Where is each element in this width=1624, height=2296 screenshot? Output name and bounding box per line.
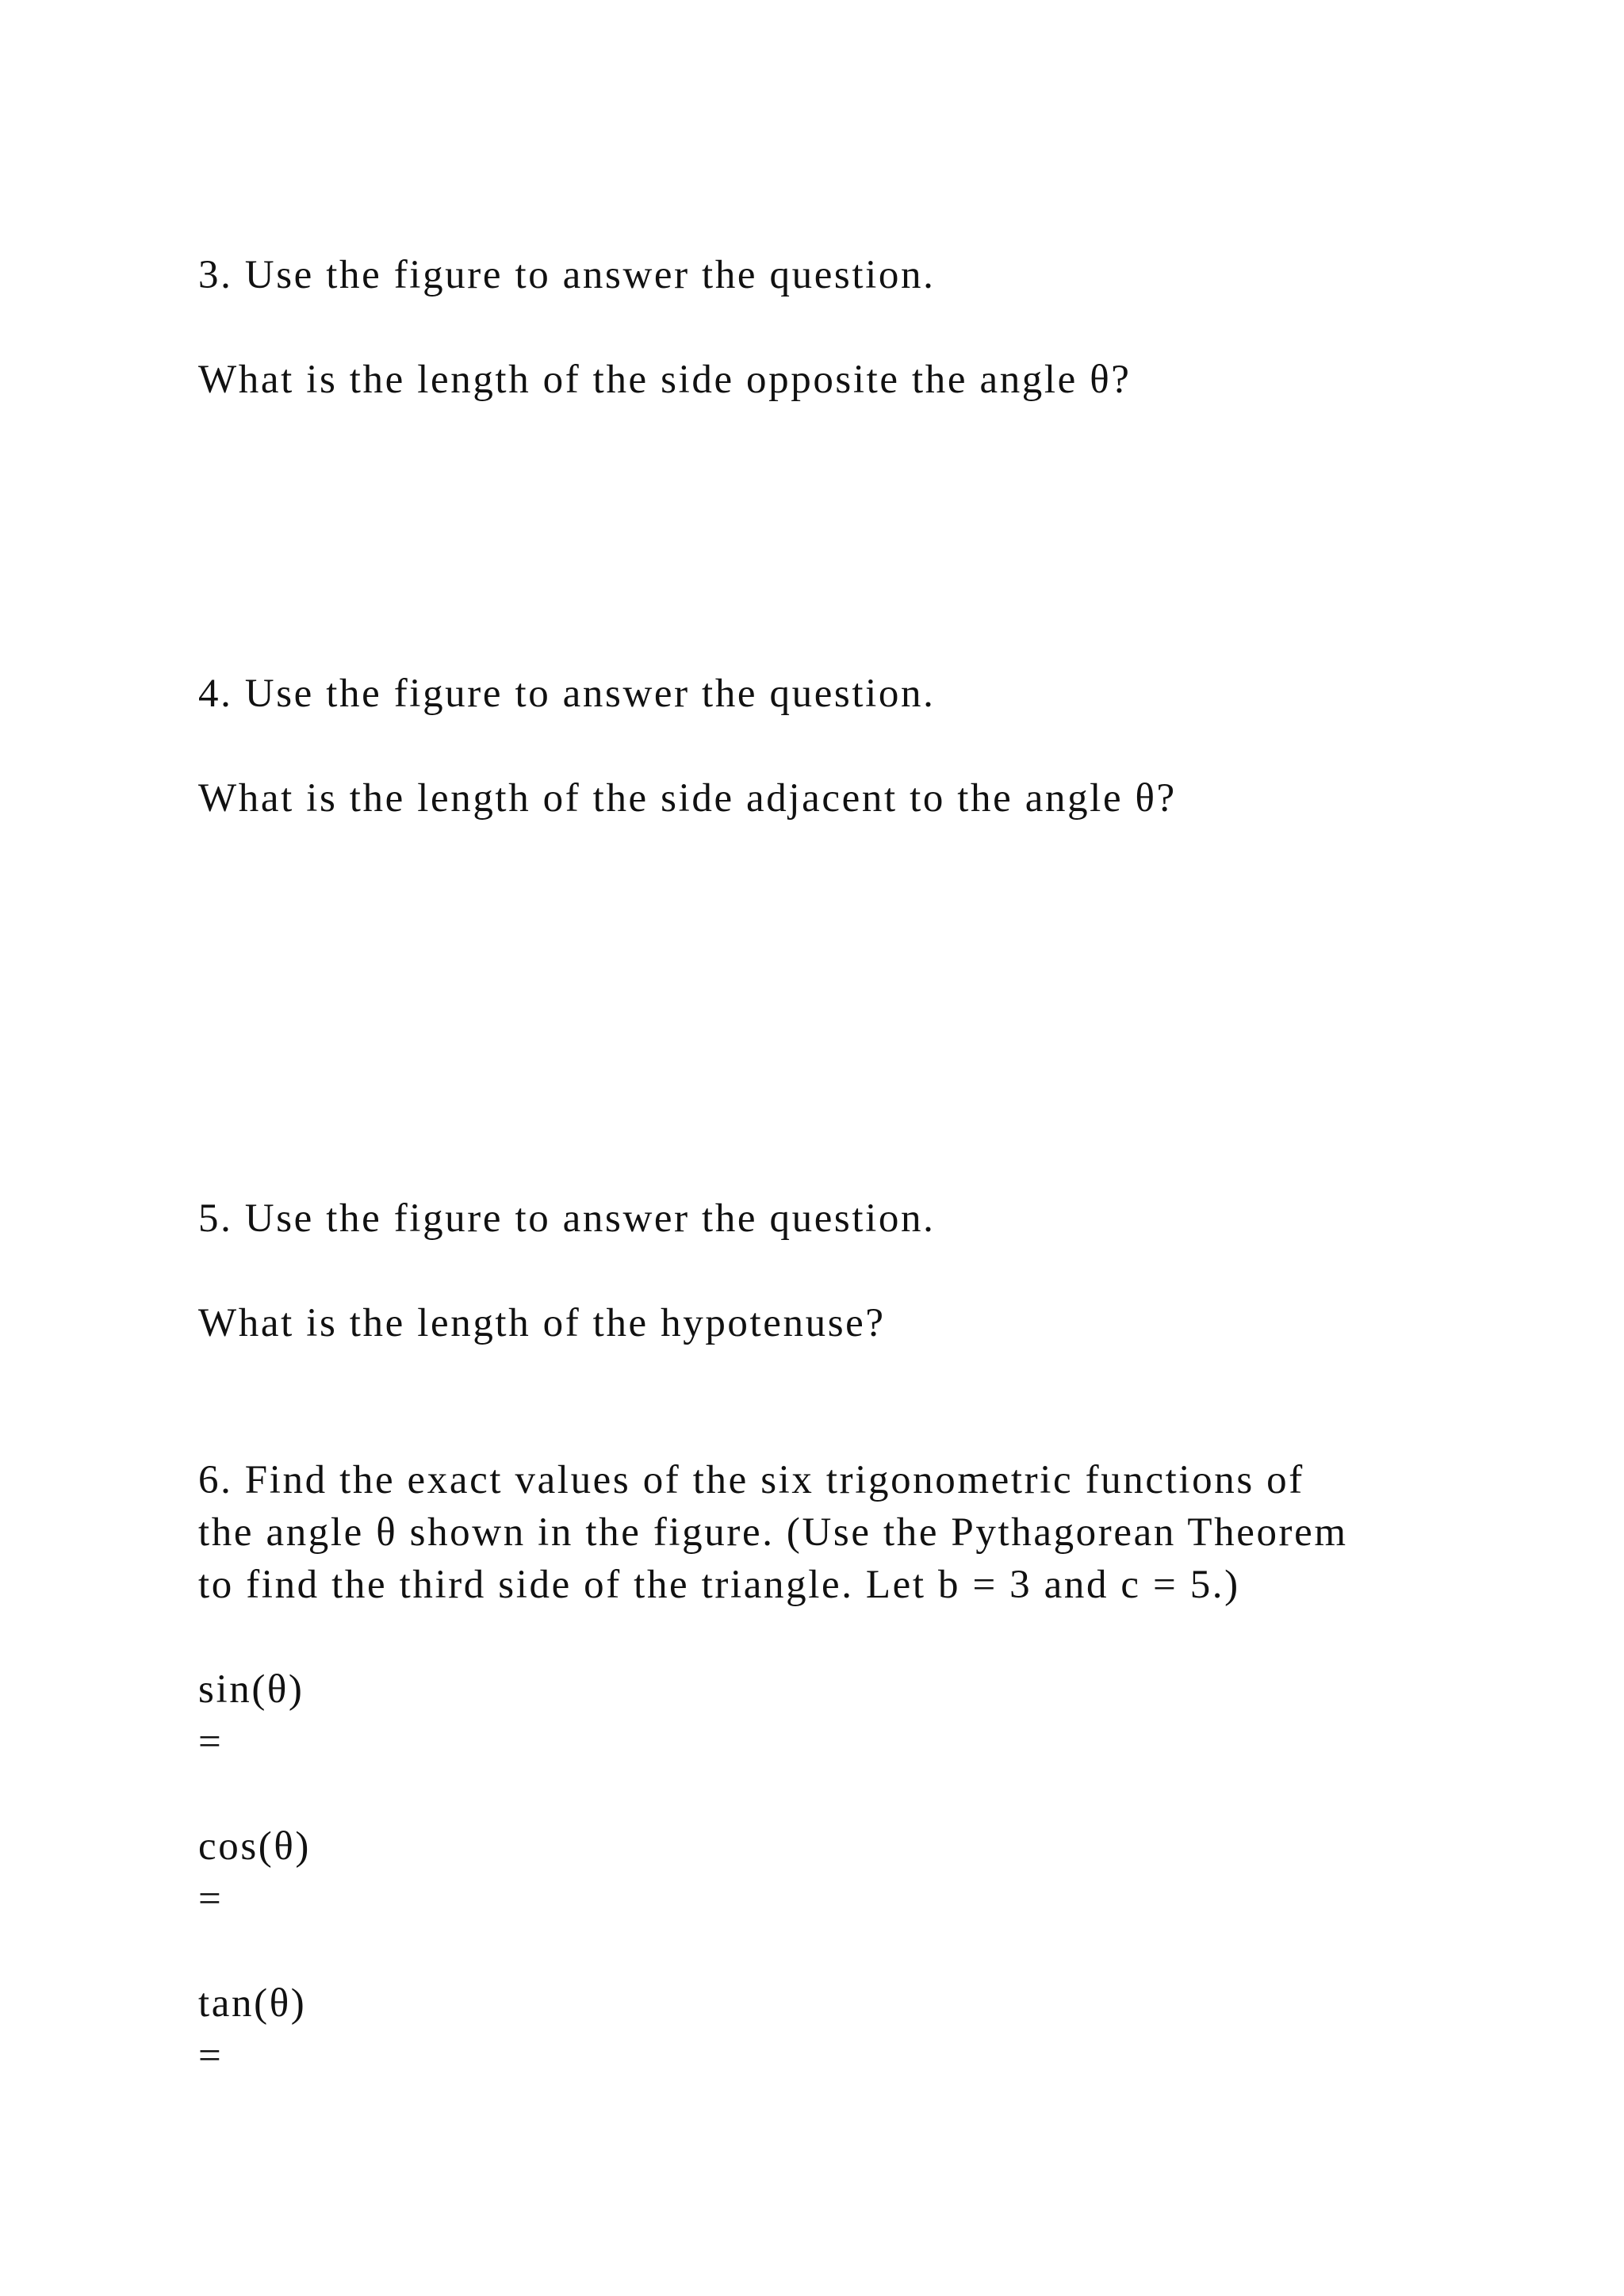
q3-instruction: 3. Use the figure to answer the question. [198, 253, 936, 297]
q4-question: What is the length of the side adjacent to the angle θ? [198, 776, 1177, 821]
q6-line-3: to find the third side of the triangle. Let b = 3 and c = 5.) [198, 1563, 1240, 1607]
sin-equals: = [198, 1720, 221, 1764]
cos-label: cos(θ) [198, 1824, 311, 1869]
tan-equals: = [198, 2034, 221, 2078]
q4-instruction: 4. Use the figure to answer the question. [198, 672, 936, 716]
cos-equals: = [198, 1877, 221, 1921]
q3-question: What is the length of the side opposite the angle θ? [198, 358, 1132, 402]
q6-line-2: the angle θ shown in the figure. (Use the Pythagorean Theorem [198, 1510, 1348, 1555]
q6-line-1: 6. Find the exact values of the six trigonometric functions of [198, 1458, 1304, 1502]
sin-label: sin(θ) [198, 1667, 304, 1712]
tan-label: tan(θ) [198, 1981, 307, 2026]
q5-question: What is the length of the hypotenuse? [198, 1301, 886, 1345]
q5-instruction: 5. Use the figure to answer the question. [198, 1196, 936, 1241]
